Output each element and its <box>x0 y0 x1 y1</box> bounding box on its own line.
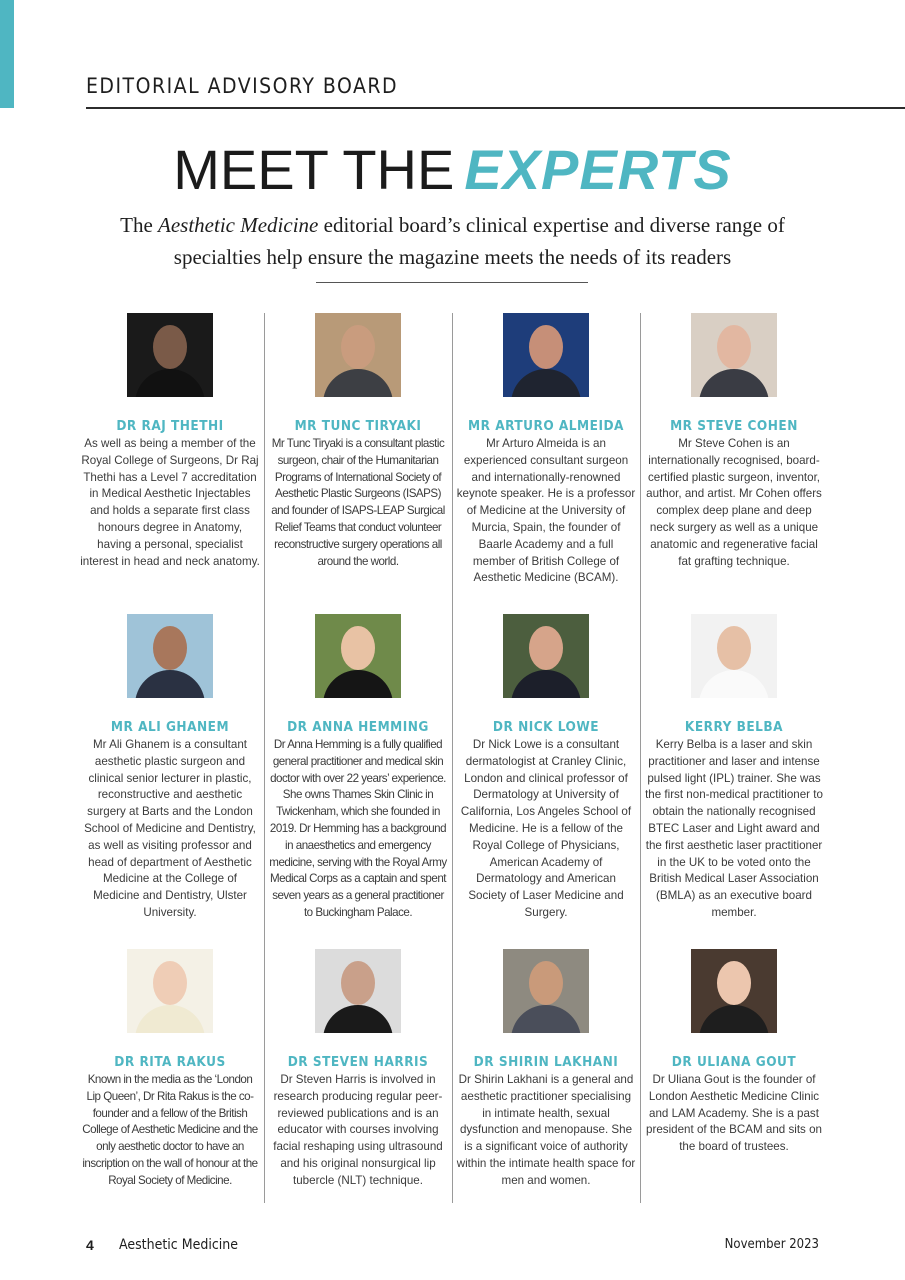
expert-bio: Mr Ali Ghanem is a consultant aesthetic plastic surgeon and clinical senior lecturer in plastic, reconstructive and aesthetic surgery at Barts and the London School of Medicine and Dentistry, as well as visiting professor and head of department of Aesthetic Medicine at the College of Medicine and Dentistry, Ulster University. <box>84 738 256 919</box>
expert-name: DR RAJ THETHI <box>116 418 224 434</box>
expert-bio: As well as being a member of the Royal College of Surgeons, Dr Raj Thethi has a Level 7 accreditation in Medical Aesthetic Injectables and holds a separate first class honours degree in Anatomy, having a personal, specialist interest in head and neck anatomy. <box>80 437 260 568</box>
expert-photo <box>315 949 401 1033</box>
header-rule <box>86 107 905 109</box>
expert-name: DR ANNA HEMMING <box>287 719 429 735</box>
expert-photo <box>127 614 213 698</box>
expert-bio: Dr Uliana Gout is the founder of London Aesthetic Medicine Clinic and LAM Academy. She is a past president of the BCAM and sits on the board of trustees. <box>646 1073 822 1154</box>
expert-name: DR STEVEN HARRIS <box>287 1054 429 1070</box>
expert-bio: Dr Nick Lowe is a consultant dermatologist at Cranley Clinic, London and clinical professor of Dermatology at University of California, Los Angeles School of Medicine. He is a fellow of the Royal College of Physicians, American Academy of Dermatology and American Society of Laser Medicine and Surgery. <box>460 738 632 919</box>
expert-card <box>644 614 824 922</box>
expert-photo <box>503 614 589 698</box>
expert-bio: Dr Anna Hemming is a fully qualified general practitioner and medical skin doctor with over 22 years’ experience. She owns Thames Skin Clinic in Twickenham, which she founded in 2019. Dr Hemming has a background in anaesthetics and emergency medicine, serving with the Royal Army Medical Corps as a captain and spent seven years as a general practitioner to Buckingham Palace. <box>269 738 447 919</box>
expert-bio: Mr Steve Cohen is an internationally recognised, board-certified plastic surgeon, inventor, author, and artist. Mr Cohen offers complex deep plane and deep neck surgery as well as a unique anatomic and regenerative facial fat grafting technique. <box>646 437 822 568</box>
expert-photo <box>315 614 401 698</box>
expert-card <box>268 313 448 570</box>
expert-card <box>644 313 824 570</box>
expert-card <box>80 949 260 1190</box>
expert-bio: Mr Arturo Almeida is an experienced consultant surgeon and internationally-renowned keynote speaker. He is a professor of Medicine at the University of Murcia, Spain, the founder of Baarle Academy and a full member of British College of Aesthetic Medicine (BCAM). <box>456 437 636 585</box>
expert-photo <box>503 313 589 397</box>
expert-photo <box>315 313 401 397</box>
expert-photo <box>691 614 777 698</box>
expert-photo <box>691 949 777 1033</box>
expert-photo <box>127 949 213 1033</box>
page-number: 4 <box>86 1237 94 1253</box>
subtitle-prefix: The <box>120 213 159 237</box>
expert-name: KERRY BELBA <box>684 719 784 735</box>
column-divider <box>264 313 265 1203</box>
page-title <box>0 138 905 202</box>
section-label: EDITORIAL ADVISORY BOARD <box>86 74 399 98</box>
subtitle <box>100 209 805 273</box>
accent-bar <box>0 0 14 108</box>
subtitle-italic: Aesthetic Medicine <box>158 213 319 237</box>
expert-card <box>456 614 636 922</box>
publication-name: Aesthetic Medicine <box>119 1237 238 1253</box>
expert-card <box>644 949 824 1156</box>
expert-name: MR STEVE COHEN <box>670 418 798 434</box>
expert-card <box>456 313 636 587</box>
expert-bio: Kerry Belba is a laser and skin practitioner and laser and intense pulsed light (IPL) trainer. She was the first non-medical practitioner to obtain the nationally recognised BTEC Laser and Light award and the first aesthetic laser practitioner in the UK to be voted onto the British Medical Laser Association (BMLA) as an executive board member. <box>645 738 823 919</box>
subtitle-suffix: editorial board’s clinical expertise and diverse range of specialties help ensure the magazine meets the needs of its readers <box>173 213 785 269</box>
expert-bio: Known in the media as the ‘London Lip Queen’, Dr Rita Rakus is the co-founder and a fellow of the British College of Aesthetic Medicine and the only aesthetic doctor to have an inscription on the wall of honour at the Royal Society of Medicine. <box>82 1073 258 1187</box>
title-accent: EXPERTS <box>464 138 732 201</box>
expert-name: DR RITA RAKUS <box>114 1054 226 1070</box>
title-plain: MEET THE <box>173 138 455 201</box>
expert-card <box>268 949 448 1190</box>
expert-name: MR TUNC TIRYAKI <box>294 418 422 434</box>
expert-name: DR NICK LOWE <box>492 719 600 735</box>
expert-bio: Mr Tunc Tiryaki is a consultant plastic surgeon, chair of the Humanitarian Programs of International Society of Aesthetic Plastic Surgeons (ISAPS) and founder of ISAPS-LEAP Surgical Relief Teams that conduct volunteer reconstructive surgery operations all around the world. <box>271 437 445 568</box>
expert-name: MR ARTURO ALMEIDA <box>468 418 624 434</box>
issue-date: November 2023 <box>724 1237 819 1252</box>
expert-name: MR ALI GHANEM <box>110 719 230 735</box>
expert-name: DR ULIANA GOUT <box>671 1054 797 1070</box>
expert-card <box>80 614 260 922</box>
expert-card <box>456 949 636 1190</box>
expert-card <box>268 614 448 922</box>
expert-photo <box>691 313 777 397</box>
expert-card <box>80 313 260 570</box>
column-divider <box>640 313 641 1203</box>
expert-name: DR SHIRIN LAKHANI <box>473 1054 619 1070</box>
expert-bio: Dr Steven Harris is involved in research producing regular peer-reviewed publications and is an educator with courses involving facial reshaping using ultrasound and his original nonsurgical lip tubercle (NLT) technique. <box>273 1073 443 1187</box>
subtitle-rule <box>316 282 588 283</box>
expert-photo <box>127 313 213 397</box>
expert-photo <box>503 949 589 1033</box>
expert-bio: Dr Shirin Lakhani is a general and aesthetic practitioner specialising in intimate health, sexual dysfunction and menopause. She is a significant voice of authority within the intimate health space for men and women. <box>456 1073 636 1187</box>
column-divider <box>452 313 453 1203</box>
